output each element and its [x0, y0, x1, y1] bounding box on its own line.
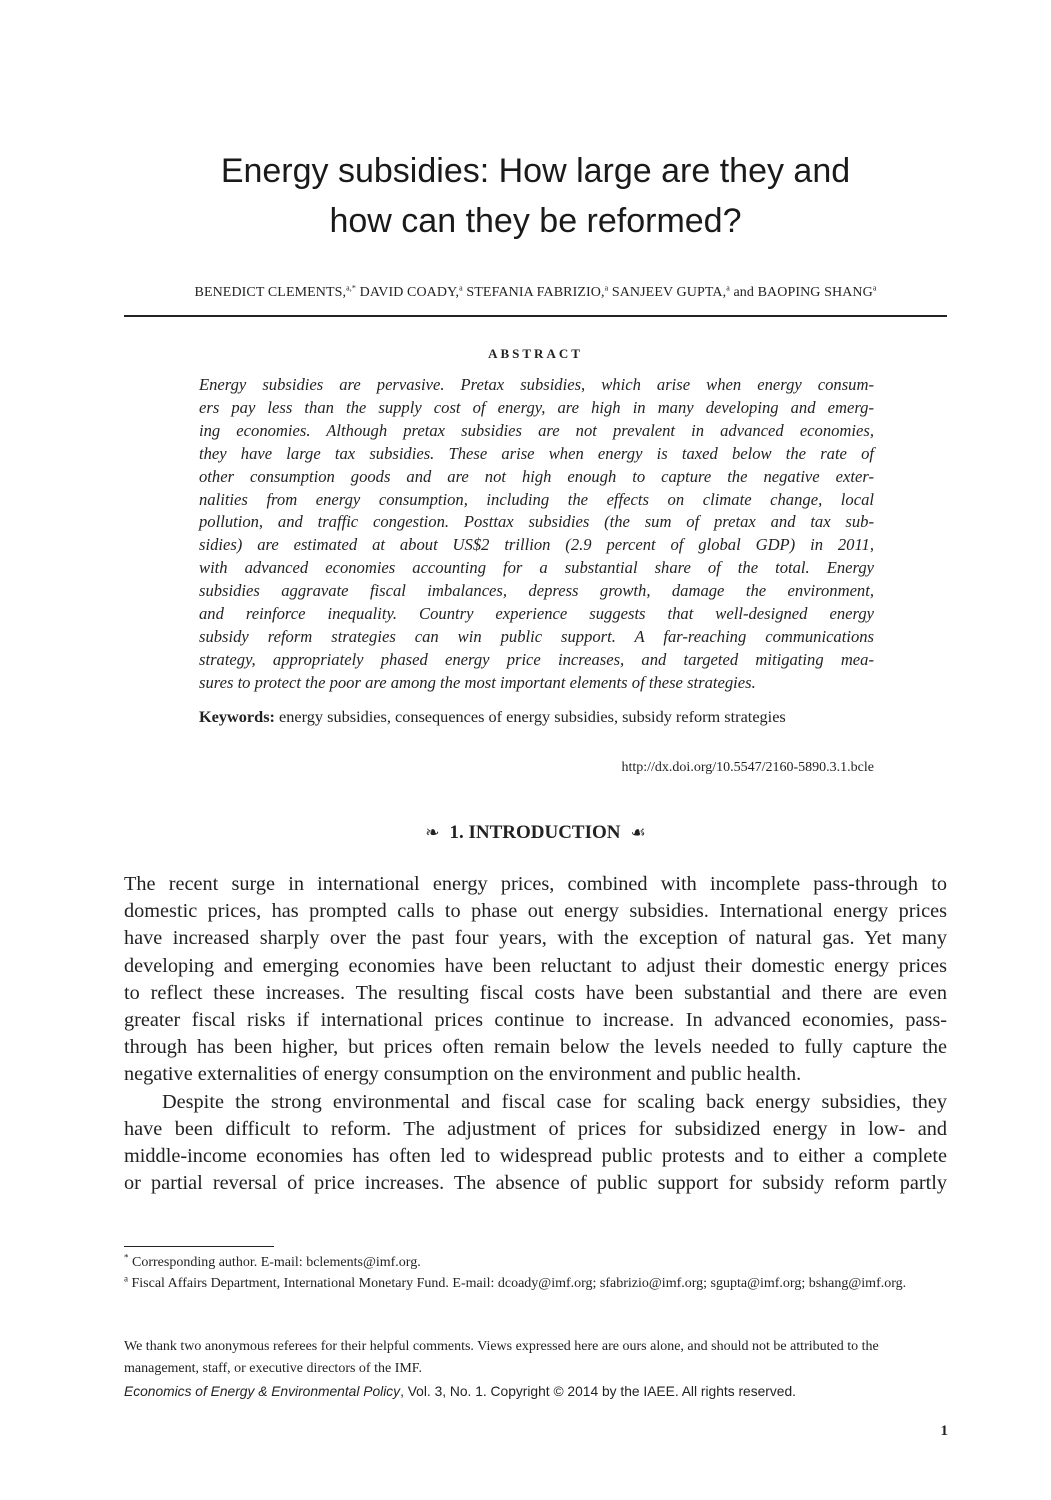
author-affiliation-mark: a,*: [346, 283, 357, 293]
body-line: developing and emerging economies have been reluctant to adjust their domestic energy prices: [124, 954, 947, 977]
journal-details: , Vol. 3, No. 1. Copyright © 2014 by the IAEE. All rights reserved.: [400, 1384, 796, 1399]
body-line: Despite the strong environmental and fiscal case for scaling back energy subsidies, they: [162, 1090, 947, 1113]
body-line: middle-income economies has often led to widespread public protests and to either a complete: [124, 1145, 947, 1168]
abstract-line: ers pay less than the supply cost of energy, are high in many developing and emerg-: [199, 397, 874, 417]
footnote-corresponding-author: [124, 1253, 914, 1274]
footnote-mark: *: [124, 1252, 129, 1263]
introduction-body: [124, 871, 947, 1197]
body-line: through has been higher, but prices often remain below the levels needed to fully capture the: [124, 1036, 947, 1059]
body-line: greater fiscal risks if international prices continue to increase. In advanced economies, pass-: [124, 1009, 947, 1032]
author-affiliation-mark: a: [872, 283, 877, 293]
title-line-1: Energy subsidies: How large are they and: [220, 152, 851, 190]
body-line: have been difficult to reform. The adjustment of prices for subsidized energy in low- and: [124, 1117, 947, 1140]
author-affiliation-mark: a: [726, 283, 730, 293]
ornament-left-icon: ❧: [425, 823, 440, 842]
abstract-line: nalities from energy consumption, including the effects on climate change, local: [199, 489, 874, 509]
abstract-line: with advanced economies accounting for a substantial share of the total. Energy: [199, 558, 874, 578]
footnote-mark: a: [124, 1272, 128, 1283]
body-line: The recent surge in international energy prices, combined with incomplete pass-through to: [124, 873, 947, 895]
abstract-line: pollution, and traffic congestion. Posttax subsidies (the sum of pretax and tax sub-: [199, 512, 874, 532]
keywords: [199, 705, 859, 728]
page-number: 1: [940, 1423, 948, 1439]
body-line: domestic prices, has prompted calls to phase out energy subsidies. International energy prices: [124, 900, 947, 923]
keywords-text: energy subsidies, consequences of energy subsidies, subsidy reform strategies: [279, 707, 786, 726]
author-affiliation-mark: a: [459, 283, 463, 293]
paper-title: [120, 146, 951, 246]
abstract-line: Energy subsidies are pervasive. Pretax subsidies, which arise when energy consum-: [199, 375, 874, 394]
abstract-line: ing economies. Although pretax subsidies are not prevalent in advanced economies,: [199, 420, 874, 440]
footnotes: [124, 1253, 914, 1294]
abstract-line: subsidy reform strategies can win public support. A far-reaching communications: [199, 626, 874, 646]
doi-link[interactable]: http://dx.doi.org/10.5547/2160-5890.3.1.bcle: [621, 760, 874, 775]
author-list: [124, 285, 947, 301]
author-name: SANJEEV GUPTA,: [611, 285, 727, 300]
abstract-line: and reinforce inequality. Country experience suggests that well-designed energy: [199, 604, 874, 624]
footnote-divider: [124, 1246, 274, 1247]
title-line-2: how can they be reformed?: [329, 202, 742, 240]
abstract-text: [199, 374, 874, 695]
abstract-line: strategy, appropriately phased energy price increases, and targeted mitigating mea-: [199, 649, 874, 669]
author-name: STEFANIA FABRIZIO,: [466, 285, 605, 300]
footnote-affiliation: [124, 1274, 914, 1295]
author-affiliation-mark: a: [604, 283, 609, 293]
body-line: negative externalities of energy consumption on the environment and public health.: [124, 1063, 802, 1086]
body-line: have increased sharply over the past four years, with the exception of natural gas. Yet many: [124, 927, 947, 950]
abstract-line: sures to protect the poor are among the most important elements of these strategies.: [199, 672, 756, 692]
author-name: BENEDICT CLEMENTS,: [194, 285, 347, 300]
header-divider: [124, 315, 947, 317]
acknowledgements: We thank two anonymous referees for their helpful comments. Views expressed here are ours alone, and should not be attributed to the management, staff, or executive directors of the IMF.: [124, 1339, 879, 1376]
abstract-line: they have large tax subsidies. These arise when energy is taxed below the rate of: [199, 443, 874, 463]
author-name: DAVID COADY,: [359, 285, 460, 300]
keywords-label: Keywords:: [199, 707, 275, 726]
ornament-right-icon: ☙: [630, 823, 646, 842]
abstract-heading: ABSTRACT: [488, 346, 583, 361]
body-line: to reflect these increases. The resulting fiscal costs have been substantial and there are even: [124, 981, 947, 1004]
abstract-line: sidies) are estimated at about US$2 trillion (2.9 percent of global GDP) in 2011,: [199, 535, 874, 555]
footnote-text: Corresponding author. E-mail: bclements@imf.org.: [132, 1255, 421, 1270]
journal-name: Economics of Energy & Environmental Policy: [124, 1384, 401, 1399]
author-name: and BAOPING SHANG: [733, 285, 873, 300]
section-heading-introduction: [124, 822, 947, 844]
abstract-line: subsidies aggravate fiscal imbalances, depress growth, damage the environment,: [199, 581, 874, 601]
section-title: 1. INTRODUCTION: [449, 822, 621, 843]
body-line: or partial reversal of price increases. The absence of public support for subsidy reform partly: [124, 1172, 947, 1195]
journal-citation: [124, 1382, 914, 1402]
footnote-text: Fiscal Affairs Department, International Monetary Fund. E-mail: dcoady@imf.org; sfabrizio@imf.org; sgupta@imf.org; bshang@imf.org.: [131, 1275, 907, 1291]
abstract-line: other consumption goods and are not high enough to capture the negative exter-: [199, 466, 874, 486]
